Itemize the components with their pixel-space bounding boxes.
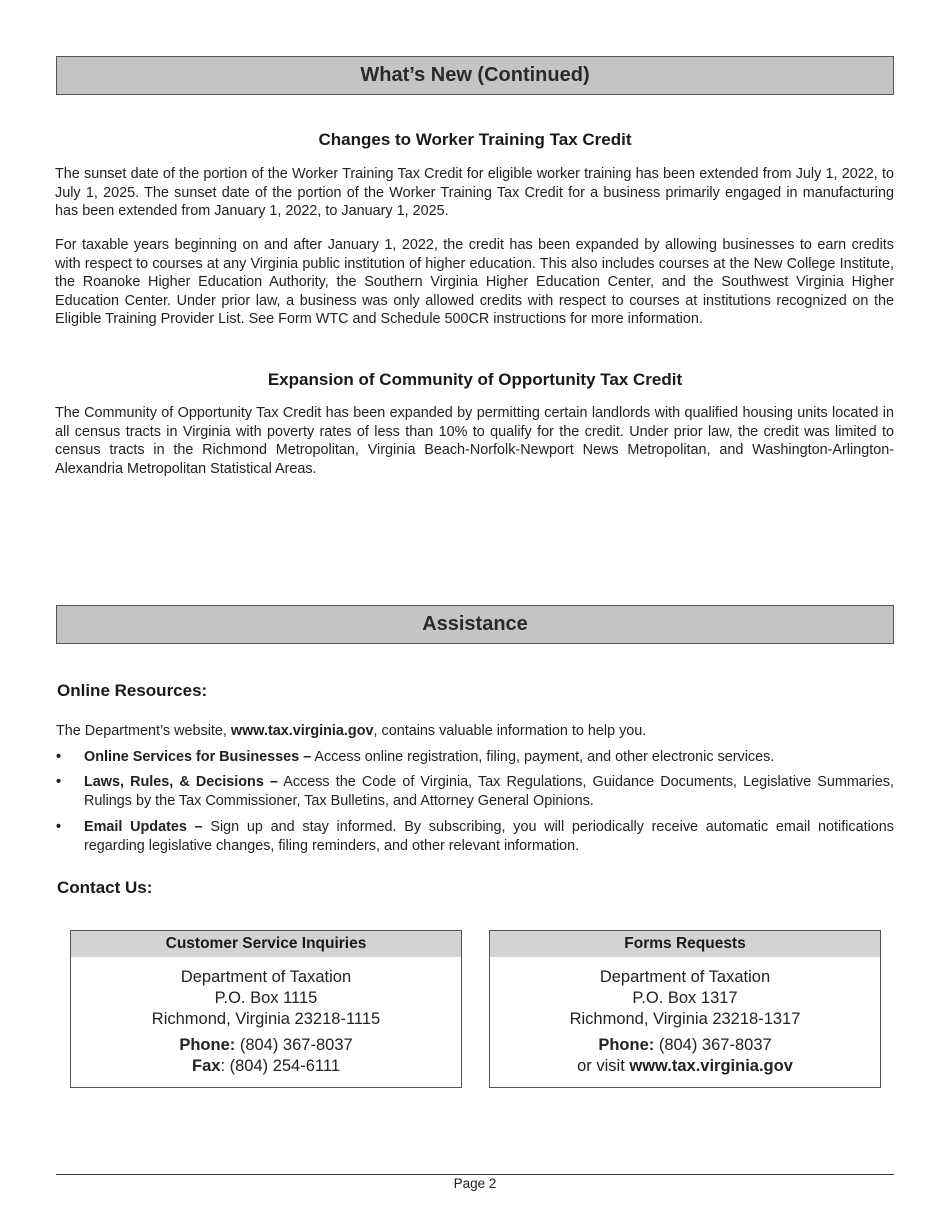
csi-phone-label: Phone: — [179, 1036, 236, 1055]
worker-training-paragraph-1: The sunset date of the portion of the Worker Training Tax Credit for eligible worker training has been extended from July 1, 2022, to July 1, 2025. The sunset date of the portion of the Worker Training Tax Credit for a business primarily engaged in manufacturing has been extended from January 1, 2022, to January 1, 2025. — [55, 166, 894, 220]
bullet-dot: • — [56, 749, 62, 765]
csi-address-line3: Richmond, Virginia 23218-1115 — [151, 1009, 381, 1028]
online-intro-text: The Department’s website, — [56, 723, 231, 739]
laws-rules-link[interactable]: Laws, Rules, & Decisions – — [84, 774, 278, 790]
csi-address-line2: P.O. Box 1115 — [214, 988, 318, 1007]
csi-phone — [71, 1035, 461, 1056]
bullet-dot: • — [56, 819, 62, 835]
page-number: Page 2 — [453, 1176, 497, 1191]
forms-phone — [490, 1035, 880, 1056]
community-opportunity-heading: Expansion of Community of Opportunity Tax Credit — [267, 370, 683, 389]
bullet-laws-rules — [56, 773, 894, 810]
customer-service-title: Customer Service Inquiries — [71, 931, 461, 957]
csi-fax — [71, 1056, 461, 1077]
forms-address-line2: P.O. Box 1317 — [632, 988, 738, 1007]
community-opportunity-paragraph: The Community of Opportunity Tax Credit has been expanded by permitting certain landlords with qualified housing units located in all census tracts in Virginia with poverty rates of less than 10% to qualify for the credit. Under prior law, the credit was limited to census tracts in the Richmond Metropolitan, Virginia Beach-Norfolk-Newport News Metropolitan, and Washington-Arlington-Alexandria Metropolitan Statistical Areas. — [55, 405, 894, 477]
worker-training-paragraph-2: For taxable years beginning on and after January 1, 2022, the credit has been expanded by allowing businesses to earn credits with respect to courses at any Virginia public institution of higher education. This also includes courses at the New College Institute, the Roanoke Higher Education Authority, the Southern Virginia Higher Education Center, and the Southwest Virginia Higher Education Center. Under prior law, a business was only allowed credits with respect to courses at institutions recognized on the Eligible Training Provider List. See Form WTC and Schedule 500CR instructions for more information. — [55, 237, 894, 328]
assistance-banner — [56, 605, 894, 644]
footer-rule — [56, 1174, 894, 1175]
online-resources-heading: Online Resources: — [57, 681, 208, 700]
email-updates-link[interactable]: Email Updates – — [84, 819, 203, 835]
online-services-link[interactable]: Online Services for Businesses – — [84, 749, 312, 765]
bullet-email-updates — [56, 818, 894, 855]
csi-phone-number: (804) 367-8037 — [235, 1036, 353, 1055]
whats-new-title: What’s New (Continued) — [360, 64, 590, 86]
forms-requests-box — [489, 930, 881, 1088]
forms-address-line1: Department of Taxation — [599, 968, 771, 986]
forms-website-link[interactable]: www.tax.virginia.gov — [629, 1057, 793, 1076]
online-services-text: Access online registration, filing, payment, and other electronic services. — [311, 749, 775, 765]
whats-new-banner — [56, 56, 894, 95]
laws-rules-text: Access the Code of Virginia, Tax Regulations, Guidance Documents, Legislative Summaries, Rulings by the Tax Commissioner, Tax Bulletins, and Attorney General Opinions. — [84, 774, 894, 809]
csi-address-line1: Department of Taxation — [180, 968, 352, 986]
online-intro — [56, 722, 895, 741]
forms-phone-number: (804) 367-8037 — [654, 1036, 772, 1055]
email-updates-text: Sign up and stay informed. By subscribing, you will periodically receive automatic email notifications regarding legislative changes, filing reminders, and other relevant information. — [84, 819, 894, 854]
online-intro-tail: , contains valuable information to help you. — [373, 723, 647, 739]
forms-visit — [490, 1056, 880, 1077]
website-link[interactable]: www.tax.virginia.gov — [230, 723, 374, 739]
forms-address-line3: Richmond, Virginia 23218-1317 — [569, 1009, 801, 1028]
forms-visit-text: or visit — [577, 1057, 630, 1076]
bullet-dot: • — [56, 774, 62, 790]
contact-us-heading: Contact Us: — [57, 878, 153, 897]
assistance-title: Assistance — [422, 613, 528, 635]
forms-phone-label: Phone: — [598, 1036, 655, 1055]
csi-fax-label: Fax — [192, 1057, 221, 1076]
worker-training-heading: Changes to Worker Training Tax Credit — [318, 130, 632, 149]
customer-service-box — [70, 930, 462, 1088]
csi-fax-number: : (804) 254-6111 — [220, 1057, 340, 1076]
bullet-online-services — [56, 748, 894, 767]
forms-requests-title: Forms Requests — [490, 931, 880, 957]
